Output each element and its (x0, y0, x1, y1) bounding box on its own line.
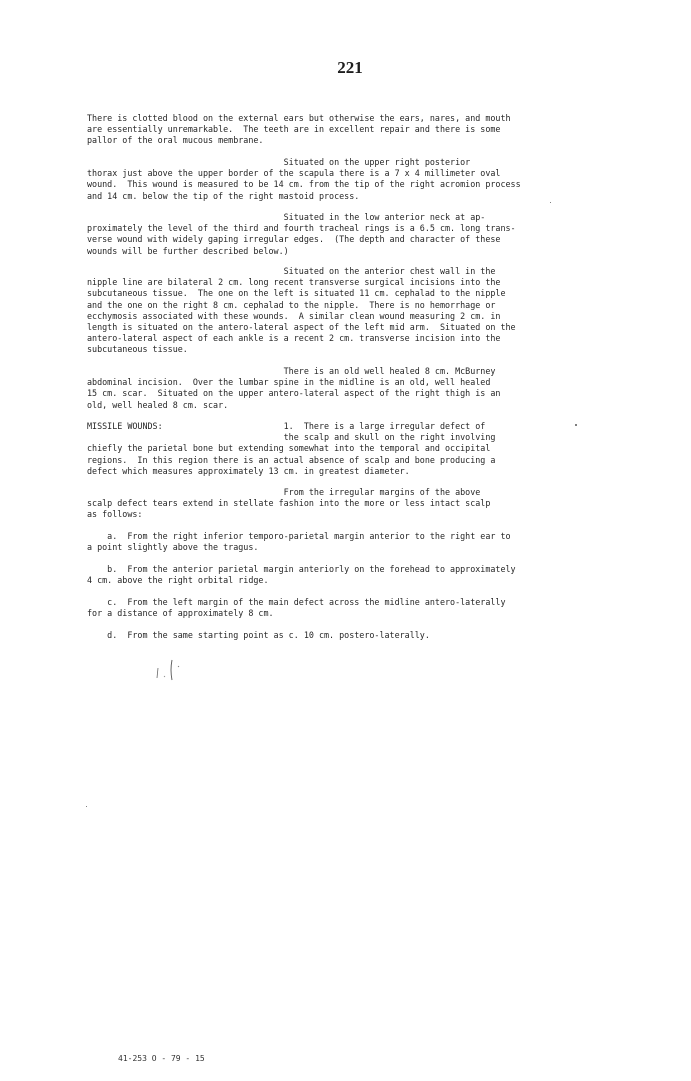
text-line: Situated on the upper right posterior (87, 157, 471, 167)
text-line: and the one on the right 8 cm. cephalad to the nipple. There is no hemorrhage or (87, 299, 496, 310)
text-line: verse wound with widely gaping irregular edges. (The depth and character of these (87, 234, 501, 245)
text-line: c. From the left margin of the main defect across the midline antero-laterally (87, 597, 506, 607)
text-line: the scalp and skull on the right involving (87, 432, 496, 443)
text-line: Situated on the anterior chest wall in the (87, 266, 496, 276)
paragraph (87, 421, 567, 477)
paragraph (87, 157, 567, 202)
text-line: defect which measures approximately 13 cm. in greatest diameter. (87, 465, 410, 476)
text-line: ecchymosis associated with these wounds. A similar clean wound measuring 2 cm. in (87, 310, 501, 321)
text-line: are essentially unremarkable. The teeth are in excellent repair and there is some (87, 124, 501, 135)
text-line: for a distance of approximately 8 cm. (87, 608, 274, 619)
pen-marks-drawing (150, 656, 200, 686)
text-line: d. From the same starting point as c. 10 cm. postero-laterally. (87, 630, 430, 640)
handwritten-marks (150, 656, 200, 686)
text-line: b. From the anterior parietal margin anteriorly on the forehead to approximately (87, 564, 516, 574)
text-line: abdominal incision. Over the lumbar spine in the midline is an old, well healed (87, 377, 491, 388)
paragraph (87, 366, 567, 411)
paragraph (87, 597, 567, 619)
text-line: 4 cm. above the right orbital ridge. (87, 575, 269, 586)
paragraph (87, 531, 567, 553)
paragraph (87, 487, 567, 521)
scan-speck (550, 202, 551, 203)
text-line: and 14 cm. below the tip of the right mastoid process. (87, 190, 360, 201)
footer-print-code: 41-253 O - 79 - 15 (118, 1054, 205, 1063)
text-line: There is clotted blood on the external ears but otherwise the ears, nares, and mouth (87, 113, 511, 123)
text-line: chiefly the parietal bone but extending somewhat into the temporal and occipital (87, 443, 491, 454)
text-line: length is situated on the antero-lateral aspect of the left mid arm. Situated on the (87, 321, 516, 332)
text-line: pallor of the oral mucous membrane. (87, 135, 264, 146)
paragraph (87, 113, 567, 147)
paragraph (87, 212, 567, 257)
text-line: a point slightly above the tragus. (87, 542, 259, 553)
text-line: wound. This wound is measured to be 14 cm. from the tip of the right acromion process (87, 179, 521, 190)
text-line: as follows: (87, 509, 143, 520)
text-line: wounds will be further described below.) (87, 245, 289, 256)
text-line: a. From the right inferior temporo-parietal margin anterior to the right ear to (87, 531, 511, 541)
paragraph (87, 266, 567, 356)
text-line: From the irregular margins of the above (87, 487, 481, 497)
text-line: 15 cm. scar. Situated on the upper antero-lateral aspect of the right thigh is an (87, 388, 501, 399)
text-line: subcutaneous tissue. (87, 344, 188, 355)
text-line: Situated in the low anterior neck at ap- (87, 212, 486, 222)
page-number: 221 (337, 58, 363, 77)
text-line: subcutaneous tissue. The one on the left is situated 11 cm. cephalad to the nipple (87, 288, 506, 299)
text-line: regions. In this region there is an actual absence of scalp and bone producing a (87, 454, 496, 465)
text-line: thorax just above the upper border of the scapula there is a 7 x 4 millimeter oval (87, 168, 501, 179)
text-line: old, well healed 8 cm. scar. (87, 399, 229, 410)
text-line: MISSILE WOUNDS: 1. There is a large irregular defect of (87, 421, 486, 431)
text-line: nipple line are bilateral 2 cm. long recent transverse surgical incisions into the (87, 277, 501, 288)
paragraph (87, 630, 567, 641)
scan-speck (86, 806, 87, 807)
scan-speck (575, 424, 577, 426)
text-line: proximately the level of the third and fourth tracheal rings is a 6.5 cm. long trans- (87, 223, 516, 234)
paragraph (87, 564, 567, 586)
text-line: antero-lateral aspect of each ankle is a recent 2 cm. transverse incision into the (87, 333, 501, 344)
text-line: There is an old well healed 8 cm. McBurney (87, 366, 496, 376)
text-line: scalp defect tears extend in stellate fashion into the more or less intact scalp (87, 498, 491, 509)
